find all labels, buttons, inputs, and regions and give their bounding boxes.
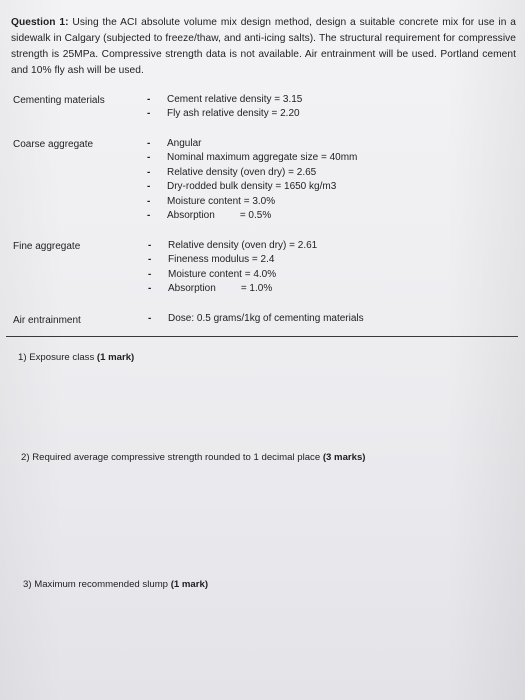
bullet-marker: - (148, 283, 152, 295)
property-item (147, 209, 357, 223)
property-item (147, 93, 302, 107)
material-label: Fine aggregate (13, 241, 81, 252)
property-text: Relative density (oven dry) = 2.65 (167, 166, 317, 178)
sub-question-text: 2) Required average compressive strength rounded to 1 decimal place (21, 452, 323, 463)
section-divider (6, 336, 518, 337)
question-statement (11, 15, 516, 79)
property-text: Absorption = 0.5% (167, 209, 272, 221)
material-label: Cementing materials (13, 95, 105, 106)
property-list (147, 137, 357, 223)
bullet-marker: - (147, 108, 151, 120)
property-item (147, 151, 357, 165)
property-item (148, 312, 364, 326)
marks-label: (1 mark) (96, 352, 135, 363)
marks-label: (3 marks) (322, 452, 366, 463)
bullet-marker: - (147, 181, 151, 193)
property-item (147, 107, 302, 121)
bullet-marker: - (148, 313, 152, 324)
property-text: Absorption = 1.0% (168, 283, 273, 295)
sub-question-compressive-strength (21, 451, 366, 464)
bullet-marker: - (147, 195, 151, 207)
property-item (148, 282, 317, 296)
property-item (147, 180, 357, 194)
bullet-marker: - (147, 94, 151, 105)
bullet-marker: - (147, 152, 151, 164)
property-text: Fineness modulus = 2.4 (168, 254, 275, 266)
property-text: Nominal maximum aggregate size = 40mm (167, 152, 358, 164)
bullet-marker: - (148, 240, 152, 251)
property-text: Dose: 0.5 grams/1kg of cementing materials (168, 313, 364, 324)
property-item (147, 195, 357, 209)
property-item (148, 239, 317, 253)
property-item (147, 137, 357, 151)
property-item (147, 166, 357, 180)
sub-question-text: 1) Exposure class (18, 352, 97, 363)
bullet-marker: - (148, 268, 152, 280)
property-text: Relative density (oven dry) = 2.61 (168, 240, 318, 251)
material-label: Air entrainment (13, 315, 81, 326)
property-text: Moisture content = 4.0% (168, 268, 277, 280)
marks-label: (1 mark) (170, 579, 209, 590)
property-text: Dry-rodded bulk density = 1650 kg/m3 (167, 181, 337, 193)
property-list (147, 93, 302, 122)
property-text: Fly ash relative density = 2.20 (167, 108, 300, 120)
property-text: Moisture content = 3.0% (167, 195, 276, 207)
bullet-marker: - (147, 138, 151, 149)
property-text: Angular (167, 138, 202, 149)
property-text: Cement relative density = 3.15 (167, 94, 303, 105)
material-label: Coarse aggregate (13, 139, 94, 150)
sub-question-max-slump (23, 578, 208, 591)
question-text: Using the ACI absolute volume mix design method, design a suitable concrete mix for use in a sidewalk in Calgary (subjected to freeze/thaw, and anti-icing salts). The structural requirement for compressive strength is 25MPa. Compressive strength data is not available. Air entrainment will be used. Portland cement and 10% fly ash will be used. (11, 17, 516, 76)
property-item (148, 253, 317, 267)
property-list (148, 312, 364, 326)
sub-question-text: 3) Maximum recommended slump (23, 579, 171, 590)
bullet-marker: - (147, 166, 151, 178)
bullet-marker: - (147, 209, 151, 221)
bullet-marker: - (148, 254, 152, 266)
property-list (148, 239, 317, 297)
sub-question-exposure-class (18, 351, 134, 364)
question-label: Question 1: (11, 17, 69, 28)
property-item (148, 268, 317, 282)
